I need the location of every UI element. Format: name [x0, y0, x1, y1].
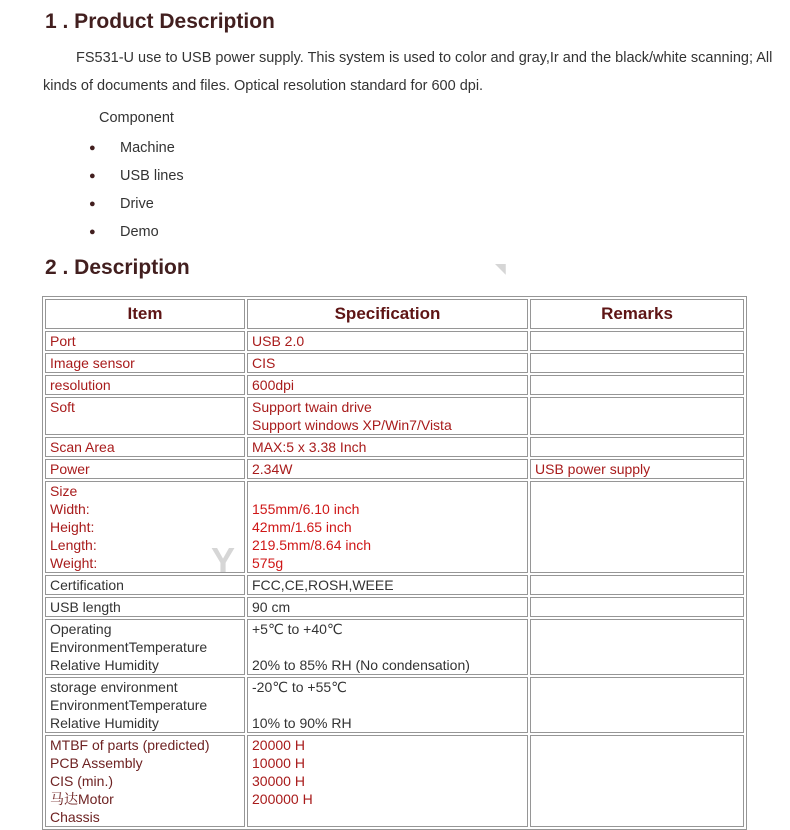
item-cell [45, 331, 245, 351]
cell-line: 30000 H [252, 773, 305, 789]
remark-cell [530, 619, 744, 675]
spec-cell [247, 331, 528, 351]
spec-cell [247, 375, 528, 395]
cell-line: Size [50, 483, 78, 499]
cell-line: 20000 H [252, 737, 305, 753]
bullet-icon: ● [89, 226, 96, 238]
bullet-label: Drive [120, 196, 154, 212]
cell-line: USB power supply [535, 461, 651, 477]
cell-line [252, 696, 525, 714]
cell-line: Weight: [50, 555, 98, 571]
section-2-heading: 2 . Description [45, 256, 190, 279]
paragraph-line: kinds of documents and files. Optical resolution standard for 600 dpi. [43, 78, 484, 94]
item-cell [45, 397, 245, 435]
cell-line [252, 638, 525, 656]
cell-line: EnvironmentTemperature [50, 697, 208, 713]
section-1-heading: 1 . Product Description [45, 10, 275, 33]
cell-line [252, 482, 525, 500]
table-row [45, 735, 744, 827]
specification-table [42, 296, 747, 830]
table-row [45, 677, 744, 733]
item-cell [45, 735, 245, 827]
cell-line: Soft [50, 399, 75, 415]
bullet-icon: ● [89, 170, 96, 182]
item-cell [45, 597, 245, 617]
cell-line: Support windows XP/Win7/Vista [252, 417, 452, 433]
table-row [45, 397, 744, 435]
cell-line: USB length [50, 599, 121, 615]
spec-cell [247, 677, 528, 733]
cell-line: 10% to 90% RH [252, 715, 352, 731]
table-row [45, 619, 744, 675]
cell-line: USB 2.0 [252, 333, 305, 349]
component-list-item [42, 162, 748, 190]
spec-cell [247, 619, 528, 675]
component-list [42, 134, 748, 246]
document-content [42, 10, 773, 830]
cell-line: PCB Assembly [50, 755, 143, 771]
remark-cell [530, 459, 744, 479]
table-row [45, 331, 744, 351]
cell-line: resolution [50, 377, 111, 393]
cell-line: CIS (min.) [50, 773, 113, 789]
table-row [45, 437, 744, 457]
cell-line: 42mm/1.65 inch [252, 519, 352, 535]
spec-cell [247, 397, 528, 435]
remark-cell [530, 735, 744, 827]
column-header: Specification [247, 299, 528, 329]
bullet-icon: ● [89, 198, 96, 210]
remark-cell [530, 575, 744, 595]
watermark-fragment: ◥ [495, 260, 506, 276]
bullet-icon: ● [89, 142, 96, 154]
table-header-row [45, 299, 744, 329]
column-header: Remarks [530, 299, 744, 329]
item-cell [45, 619, 245, 675]
spec-cell [247, 459, 528, 479]
remark-cell [530, 481, 744, 573]
remark-cell [530, 397, 744, 435]
table-row [45, 375, 744, 395]
cell-line: Relative Humidity [50, 657, 159, 673]
cell-line: Height: [50, 519, 95, 535]
cell-line: 90 cm [252, 599, 291, 615]
cell-line: Length: [50, 537, 97, 553]
spec-cell [247, 481, 528, 573]
cell-line: Power [50, 461, 90, 477]
cell-line: Image sensor [50, 355, 135, 371]
cell-line: 575g [252, 555, 284, 571]
cell-line: MTBF of parts (predicted) [50, 737, 210, 753]
spec-cell [247, 353, 528, 373]
component-list-item [42, 218, 748, 246]
cell-line: Width: [50, 501, 90, 517]
bullet-label: USB lines [120, 168, 184, 184]
paragraph-line: FS531-U use to USB power supply. This system is used to color and gray,Ir and the black/white scanning; All [76, 50, 773, 66]
table-header [45, 299, 744, 329]
column-header: Item [45, 299, 245, 329]
watermark-fragment: Y [211, 540, 236, 581]
cell-line: 219.5mm/8.64 inch [252, 537, 372, 553]
spec-cell [247, 735, 528, 827]
remark-cell [530, 437, 744, 457]
cell-line: +5℃ to +40℃ [252, 621, 343, 637]
item-cell [45, 677, 245, 733]
item-cell [45, 375, 245, 395]
spec-cell [247, 597, 528, 617]
cell-line: Relative Humidity [50, 715, 159, 731]
cell-line: 600dpi [252, 377, 295, 393]
table-row [45, 459, 744, 479]
table-row [45, 597, 744, 617]
spec-cell [247, 437, 528, 457]
cell-line: MAX:5 x 3.38 Inch [252, 439, 367, 455]
remark-cell [530, 331, 744, 351]
remark-cell [530, 677, 744, 733]
bullet-label: Machine [120, 140, 175, 156]
remark-cell [530, 597, 744, 617]
intro-paragraph [43, 44, 773, 100]
cell-line: Port [50, 333, 76, 349]
item-cell [45, 353, 245, 373]
cell-line: 20% to 85% RH (No condensation) [252, 657, 470, 673]
item-cell [45, 481, 245, 573]
cell-line: Support twain drive [252, 399, 372, 415]
cell-line: Certification [50, 577, 124, 593]
table-row [45, 575, 744, 595]
remark-cell [530, 353, 744, 373]
cell-line: EnvironmentTemperature [50, 639, 208, 655]
cell-line: FCC,CE,ROSH,WEEE [252, 577, 394, 593]
cell-line: 马达Motor [50, 791, 114, 807]
item-cell [45, 575, 245, 595]
cell-line: CIS [252, 355, 276, 371]
cell-line: Operating [50, 621, 112, 637]
component-label: Component [99, 110, 174, 126]
item-cell [45, 437, 245, 457]
item-cell [45, 459, 245, 479]
cell-line: Chassis [50, 809, 100, 825]
cell-line: Scan Area [50, 439, 115, 455]
table-body [45, 331, 744, 827]
cell-line: 2.34W [252, 461, 293, 477]
cell-line: 10000 H [252, 755, 305, 771]
component-list-item [42, 134, 748, 162]
cell-line: 155mm/6.10 inch [252, 501, 360, 517]
component-list-item [42, 190, 748, 218]
spec-cell [247, 575, 528, 595]
table-row [45, 353, 744, 373]
cell-line: 200000 H [252, 791, 313, 807]
remark-cell [530, 375, 744, 395]
table-row [45, 481, 744, 573]
cell-line: -20℃ to +55℃ [252, 679, 347, 695]
bullet-label: Demo [120, 224, 159, 240]
cell-line: storage environment [50, 679, 178, 695]
